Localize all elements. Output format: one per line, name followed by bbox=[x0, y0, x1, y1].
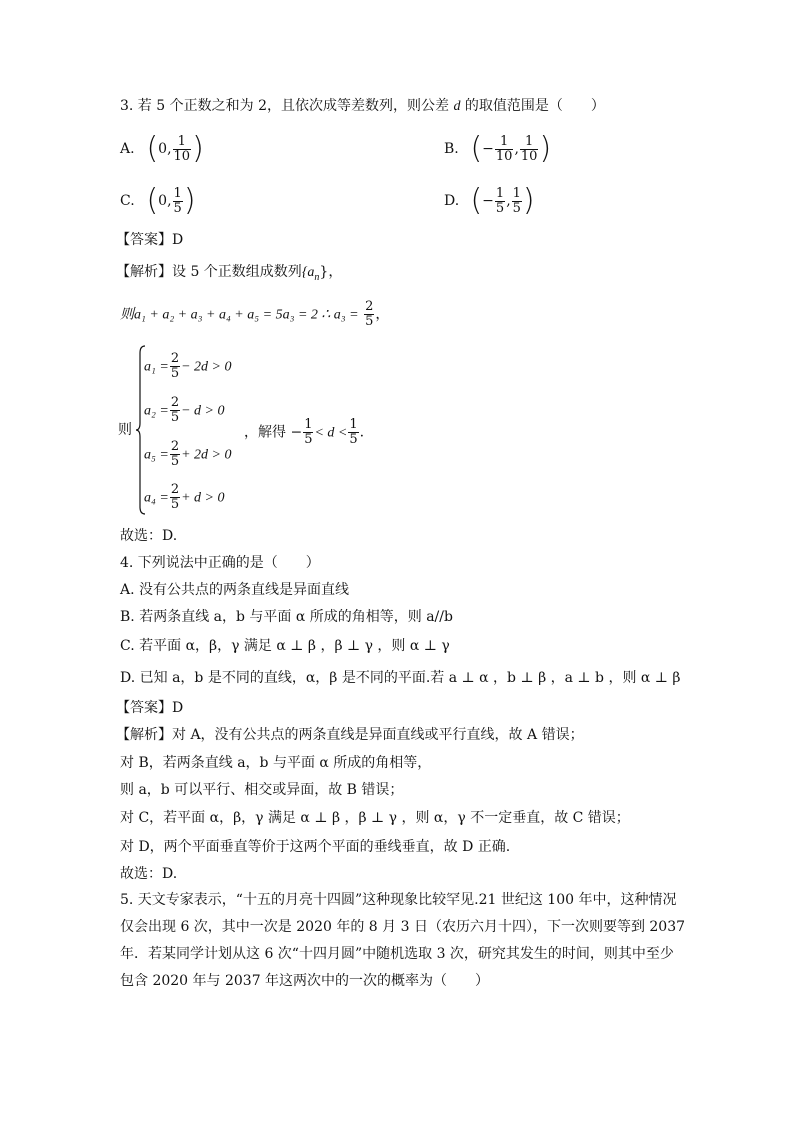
paren-right: ) bbox=[183, 183, 196, 218]
system-row: a₁ = $\frac{2}{5}$ − 2d > 0 bbox=[144, 351, 232, 381]
q4-choose: 故选：D. bbox=[120, 866, 178, 882]
fraction: $\frac{1}{5}$ bbox=[512, 185, 521, 216]
system-row: a₄ = $\frac{2}{5}$ + d > 0 bbox=[144, 482, 225, 512]
q3-then: 则 bbox=[118, 422, 132, 438]
q4-stem: 4. 下列说法中正确的是（ ） bbox=[120, 555, 320, 571]
q4-option-a: A. 没有公共点的两条直线是异面直线 bbox=[120, 582, 350, 598]
fraction: $\frac{1}{5}$ bbox=[173, 185, 182, 216]
fraction: $\frac{1}{10}$ bbox=[495, 133, 513, 164]
q4-analysis-3: 则 a，b 可以平行、相交或异面，故 B 错误； bbox=[120, 782, 404, 798]
system-row: a₅ = $\frac{2}{5}$ + 2d > 0 bbox=[144, 439, 232, 469]
q4-analysis-1: 【解析】对 A，没有公共点的两条直线是异面直线或平行直线，故 A 错误； bbox=[116, 727, 584, 743]
paren-right: ) bbox=[539, 131, 552, 166]
q3-sum-line: 则a₁ + a₂ + a₃ + a₄ + a₅ = 5a₃ = 2 ∴ a₃ = $\frac{2}{5}$ ， bbox=[120, 299, 390, 329]
paren-left: ( bbox=[470, 131, 483, 166]
q5-line-1: 5. 天文专家表示，“十五的月亮十四圆”这种现象比较罕见.21 世纪这 100 年中，这种情况 bbox=[120, 892, 677, 908]
q3-option-a: A. (0, $\frac{1}{10}$ ) bbox=[120, 131, 204, 166]
q3-solution: ，解得 − $\frac{1}{5}$ < d < $\frac{1}{5}$ . bbox=[244, 417, 365, 447]
paren-right: ) bbox=[522, 183, 535, 218]
q4-option-d: D. 已知 a，b 是不同的直线，α，β 是不同的平面.若 a ⊥ α ，b ⊥ β ，a ⊥ b ，则 α ⊥ β bbox=[120, 670, 681, 686]
q3-option-c: C. (0, $\frac{1}{5}$ ) bbox=[120, 183, 196, 218]
q4-analysis-2: 对 B，若两条直线 a，b 与平面 α 所成的角相等， bbox=[120, 755, 432, 771]
q5-line-3: 年．若某同学计划从这 6 次“十四月圆”中随机选取 3 次，研究其发生的时间，则其中至少 bbox=[120, 946, 674, 962]
q3-option-d: D. (− $\frac{1}{5}$ , $\frac{1}{5}$ ) bbox=[444, 183, 535, 218]
q4-option-b: B. 若两条直线 a，b 与平面 α 所成的角相等，则 a//b bbox=[120, 609, 453, 625]
q4-option-c: C. 若平面 α，β，γ 满足 α ⊥ β ，β ⊥ γ ，则 α ⊥ γ bbox=[120, 638, 450, 654]
q3-var-d: d bbox=[453, 99, 461, 114]
q4-answer: 【答案】D bbox=[116, 700, 184, 716]
fraction: $\frac{1}{10}$ bbox=[173, 133, 191, 164]
q5-line-4: 包含 2020 年与 2037 年这两次中的一次的概率为（ ） bbox=[120, 973, 490, 989]
fraction: $\frac{2}{5}$ bbox=[365, 299, 374, 329]
system-row: a₂ = $\frac{2}{5}$ − d > 0 bbox=[144, 395, 225, 425]
q4-analysis-4: 对 C，若平面 α，β，γ 满足 α ⊥ β ，β ⊥ γ ，则 α，γ 不一定垂直，故 C 错误； bbox=[120, 810, 630, 826]
fraction: $\frac{1}{5}$ bbox=[495, 185, 505, 216]
paren-left: ( bbox=[146, 183, 159, 218]
fraction: $\frac{1}{10}$ bbox=[520, 133, 538, 164]
paren-left: ( bbox=[470, 183, 483, 218]
q3-option-b: B. (− $\frac{1}{10}$ , $\frac{1}{10}$ ) bbox=[444, 131, 552, 166]
q3-answer: 【答案】D bbox=[116, 232, 184, 248]
paren-right: ) bbox=[192, 131, 204, 166]
q3-stem: 3. 若 5 个正数之和为 2，且依次成等差数列，则公差 d 的取值范围是（ ） bbox=[120, 98, 605, 114]
q3-choose: 故选：D. bbox=[120, 528, 178, 544]
q5-line-2: 仅会出现 6 次，其中一次是 2020 年的 8 月 3 日（农历六月十四），下一次则要等到 2037 bbox=[120, 919, 686, 935]
paren-left: ( bbox=[146, 131, 159, 166]
q4-analysis-5: 对 D，两个平面垂直等价于这两个平面的垂线垂直，故 D 正确. bbox=[120, 839, 511, 855]
q3-analysis-intro: 【解析】设 5 个正数组成数列$\{a_n\}$， bbox=[116, 264, 343, 283]
